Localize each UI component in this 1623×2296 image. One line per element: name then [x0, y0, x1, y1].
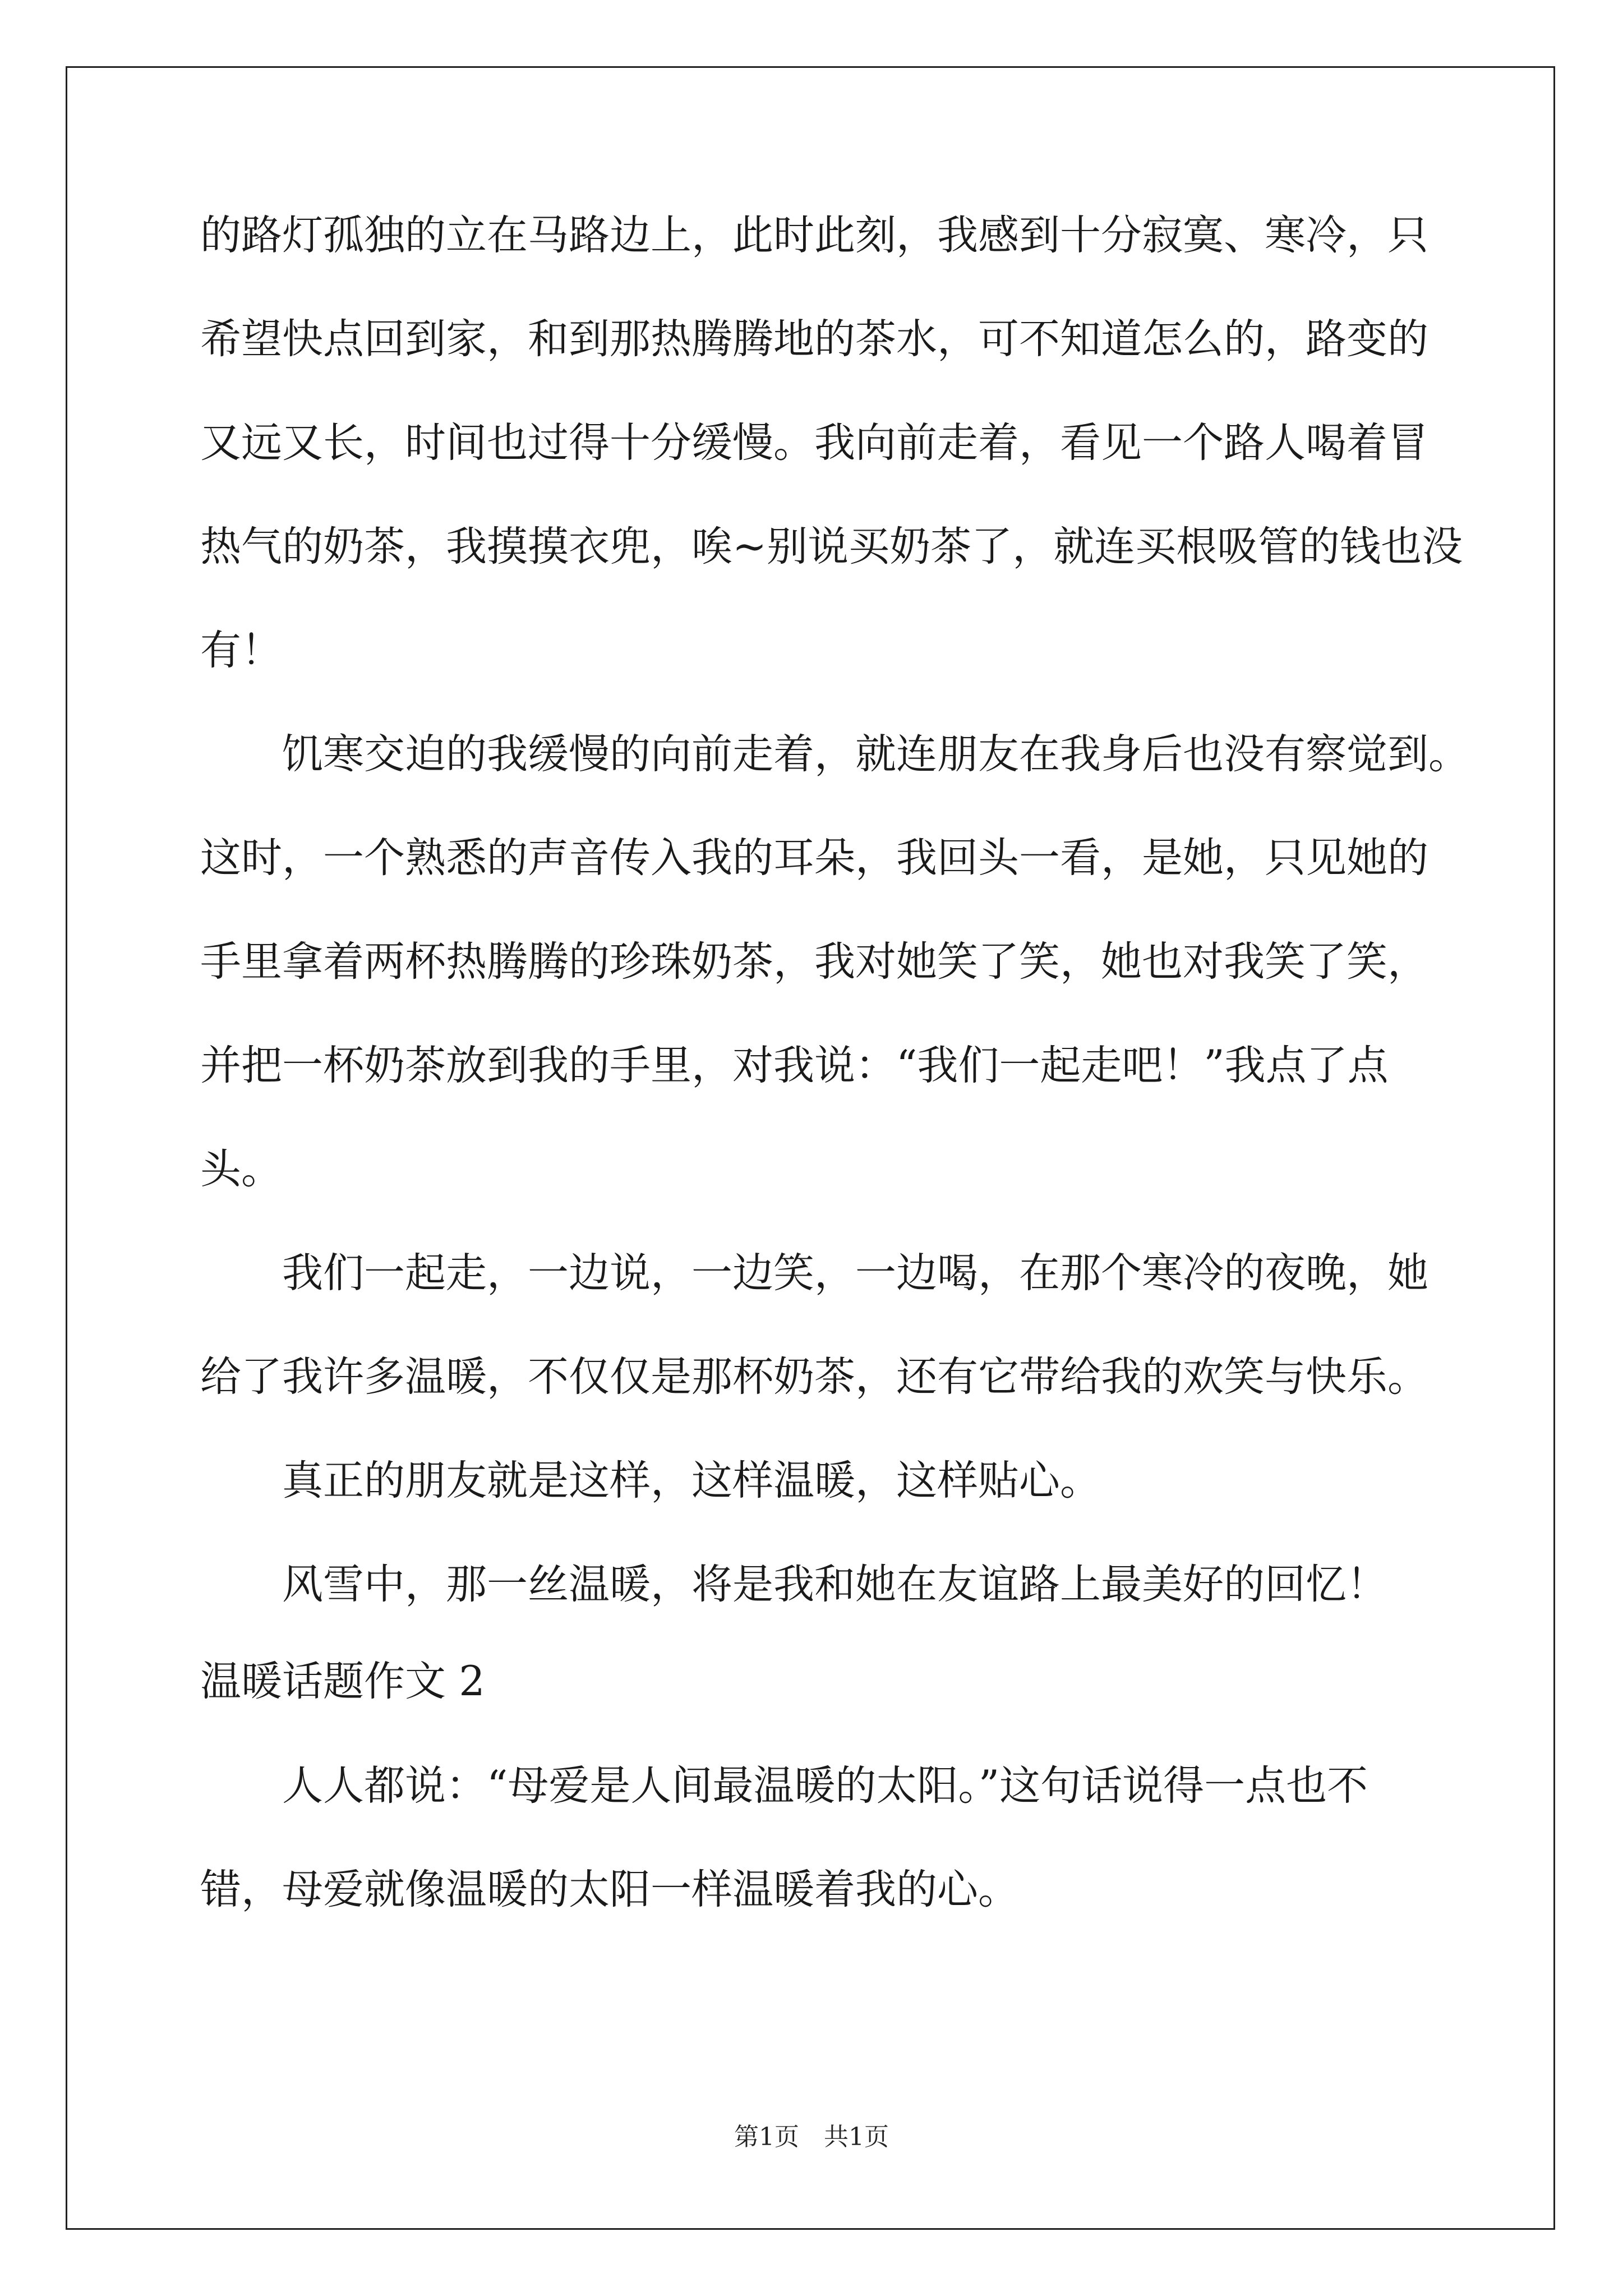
text-line: 头。 — [200, 1145, 282, 1193]
paragraph-start-line: 真正的朋友就是这样，这样温暖，这样贴心。 — [282, 1457, 1101, 1504]
paragraph-start-line: 风雪中，那一丝温暖，将是我和她在友谊路上最美好的回忆！ — [282, 1561, 1387, 1608]
text-line: 错，母爱就像温暖的太阳一样温暖着我的心。 — [200, 1866, 1019, 1913]
text-line: 并把一杯奶茶放到我的手里，对我说：“我们一起走吧！”我点了点 — [200, 1042, 1389, 1089]
text-line: 手里拿着两杯热腾腾的珍珠奶茶，我对她笑了笑，她也对我笑了笑， — [200, 938, 1428, 986]
text-line: 这时，一个熟悉的声音传入我的耳朵，我回头一看，是她，只见她的 — [200, 834, 1428, 882]
text-line: 热气的奶茶，我摸摸衣兜，唉~别说买奶茶了，就连买根吸管的钱也没 — [200, 523, 1463, 570]
text-line: 有！ — [200, 627, 282, 674]
section-heading: 温暖话题作文 2 — [200, 1658, 485, 1705]
page-number-footer: 第1页 共1页 — [734, 2123, 889, 2151]
text-line: 又远又长，时间也过得十分缓慢。我向前走着，看见一个路人喝着冒 — [200, 419, 1428, 467]
paragraph-start-line: 饥寒交迫的我缓慢的向前走着，就连朋友在我身后也没有察觉到。 — [282, 730, 1469, 778]
paragraph-start-line: 人人都说：“母爱是人间最温暖的太阳。”这句话说得一点也不 — [282, 1762, 1368, 1810]
paragraph-start-line: 我们一起走，一边说，一边笑，一边喝，在那个寒冷的夜晚，她 — [282, 1249, 1428, 1297]
text-line: 给了我许多温暖，不仅仅是那杯奶茶，还有它带给我的欢笑与快乐。 — [200, 1353, 1428, 1401]
text-line: 希望快点回到家，和到那热腾腾地的茶水，可不知道怎么的，路变的 — [200, 315, 1428, 363]
text-line: 的路灯孤独的立在马路边上，此时此刻，我感到十分寂寞、寒冷，只 — [200, 211, 1428, 259]
